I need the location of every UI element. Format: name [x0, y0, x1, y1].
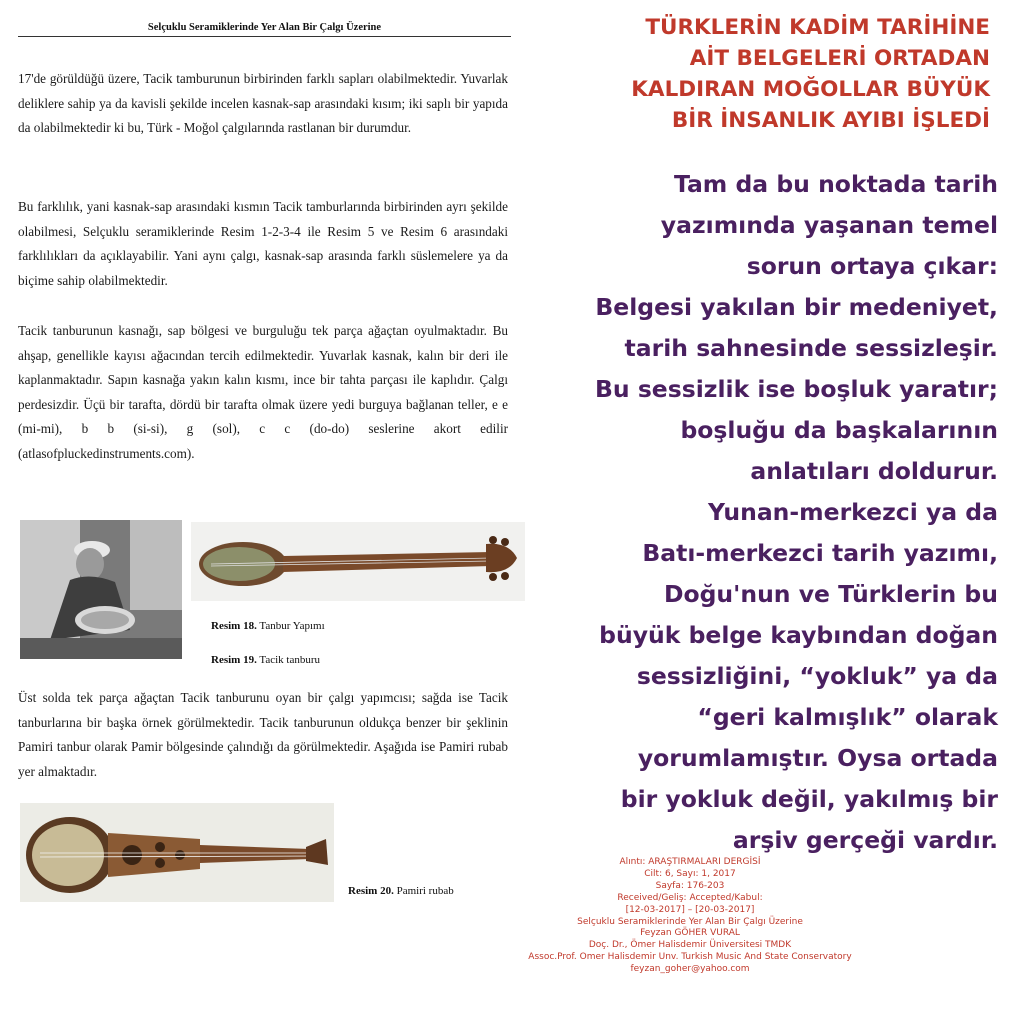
quote-line: anlatıları doldurur. [750, 457, 998, 485]
caption-19-label: Resim 19. [211, 654, 257, 666]
quote-line: sessizliğini, “yokluk” ya da [636, 662, 998, 690]
caption-resim-20 [348, 885, 454, 897]
headline-line: KALDIRAN MOĞOLLAR BÜYÜK [631, 77, 990, 102]
quote-line: boşluğu da başkalarının [680, 416, 998, 444]
citation [440, 857, 940, 976]
citation-line: Sayfa: 176-203 [655, 880, 725, 891]
quote-line: arşiv gerçeği vardır. [732, 826, 998, 854]
caption-resim-19 [211, 654, 320, 666]
quote-line: yazımında yaşanan temel [660, 211, 998, 239]
headline-line: BİR İNSANLIK AYIBI İŞLEDİ [671, 108, 990, 133]
quote-line: “geri kalmışlık” olarak [697, 703, 998, 731]
quote-body [558, 164, 998, 861]
quote-line: bir yokluk değil, yakılmış bir [620, 785, 998, 813]
quote-line: büyük belge kaybından doğan [599, 621, 998, 649]
citation-line: [12-03-2017] – [20-03-2017] [625, 904, 755, 915]
pamiri-rubab-photo [20, 803, 334, 902]
paragraph-1: 17'de görüldüğü üzere, Tacik tamburunun birbirinden farklı sapları olabilmektedir. Yuvarlak deliklere sahip ya da kavisli şekilde incelen kasnak-sap arasındaki kısım; iki saplı bir yapıda da olabilmektedir ki bu, Türk - Moğol çalgılarında rastlanan bir durumdur. [18, 71, 508, 135]
paragraph-4: Üst solda tek parça ağaçtan Tacik tanburunu oyan bir çalgı yapımcısı; sağda ise Tacik tanburlarına bir başka örnek görülmektedir. Tacik tanburunun oldukça benzer bir şeklinin Pamiri tanbur olarak Pamir bölgesinde çalındığı da görülmektedir. Aşağıda ise Pamiri rubab yer almaktadır. [18, 690, 508, 779]
citation-line: Selçuklu Seramiklerinde Yer Alan Bir Çalgı Üzerine [577, 916, 803, 927]
caption-18-text: Tanbur Yapımı [259, 620, 325, 632]
citation-email: feyzan_goher@yahoo.com [630, 964, 750, 975]
citation-line: Cilt: 6, Sayı: 1, 2017 [644, 868, 736, 879]
quote-line: Tam da bu noktada tarih [673, 170, 998, 198]
caption-resim-18 [211, 620, 325, 632]
caption-20-label: Resim 20. [348, 885, 394, 897]
caption-18-label: Resim 18. [211, 620, 257, 632]
caption-19-text: Tacik tanburu [259, 654, 321, 666]
citation-line: Doç. Dr., Ömer Halisdemir Üniversitesi TMDK [588, 940, 792, 951]
paragraph-3: Tacik tanburunun kasnağı, sap bölgesi ve burguluğu tek parça ağaçtan oyulmaktadır. Bu ahşap, genellikle kayısı ağacından tercih edilmektedir. Yuvarlak kasnak, kalın bir deri ile kaplanmaktadır. Sapın kasnağa yakın kalın kısmı, ince bir tahta parçası ile kaplıdır. Çalgı perdesizdir. Üçü bir tarafta, dördü bir tarafta olmak üzere yedi burguya bağlanan teller, e e (mi-mi), b b (si-si), g (sol), c c (do-do) seslerine akort edilir (atlasofpluckedinstruments.com). [18, 323, 508, 461]
quote-line: Yunan-merkezci ya da [708, 498, 998, 526]
quote-line: yorumlamıştır. Oysa ortada [637, 744, 998, 772]
quote-line: Batı-merkezci tarih yazımı, [642, 539, 998, 567]
quote-line: tarih sahnesinde sessizleşir. [624, 334, 998, 362]
tanbur-maker-photo [20, 520, 182, 659]
running-header: Selçuklu Seramiklerinde Yer Alan Bir Çalgı Üzerine [18, 22, 511, 37]
paragraph-2: Bu farklılık, yani kasnak-sap arasındaki kısmın Tacik tamburlarında birbirinden ayrı şekilde olabilmesi, Selçuklu seramiklerinde Resim 1-2-3-4 ile Resim 5 ve Resim 6 arasındaki farklılıkları da açıklayabilir. Yani aynı çalgı, kasnak-sap arasında farklı süslemelere ya da biçime sahip olabilmektedir. [18, 199, 508, 288]
headline-line: AİT BELGELERİ ORTADAN [689, 46, 990, 71]
quote-line: Bu sessizlik ise boşluk yaratır; [595, 375, 998, 403]
quote-line: sorun ortaya çıkar: [746, 252, 998, 280]
headline [570, 12, 990, 136]
citation-line: Received/Geliş: Accepted/Kabul: [617, 892, 763, 903]
caption-20-text: Pamiri rubab [396, 885, 454, 897]
quote-line: Doğu'nun ve Türklerin bu [663, 580, 998, 608]
quote-panel [528, 0, 1010, 1017]
citation-line: Assoc.Prof. Omer Halisdemir Unv. Turkish Music And State Conservatory [528, 952, 852, 963]
headline-line: TÜRKLERİN KADİM TARİHİNE [645, 15, 990, 40]
citation-line: Feyzan GÖHER VURAL [640, 928, 740, 939]
quote-line: Belgesi yakılan bir medeniyet, [595, 293, 998, 321]
citation-line: Alıntı: ARAŞTIRMALARI DERGİSİ [619, 857, 761, 867]
tacik-tanbur-photo [191, 522, 525, 601]
